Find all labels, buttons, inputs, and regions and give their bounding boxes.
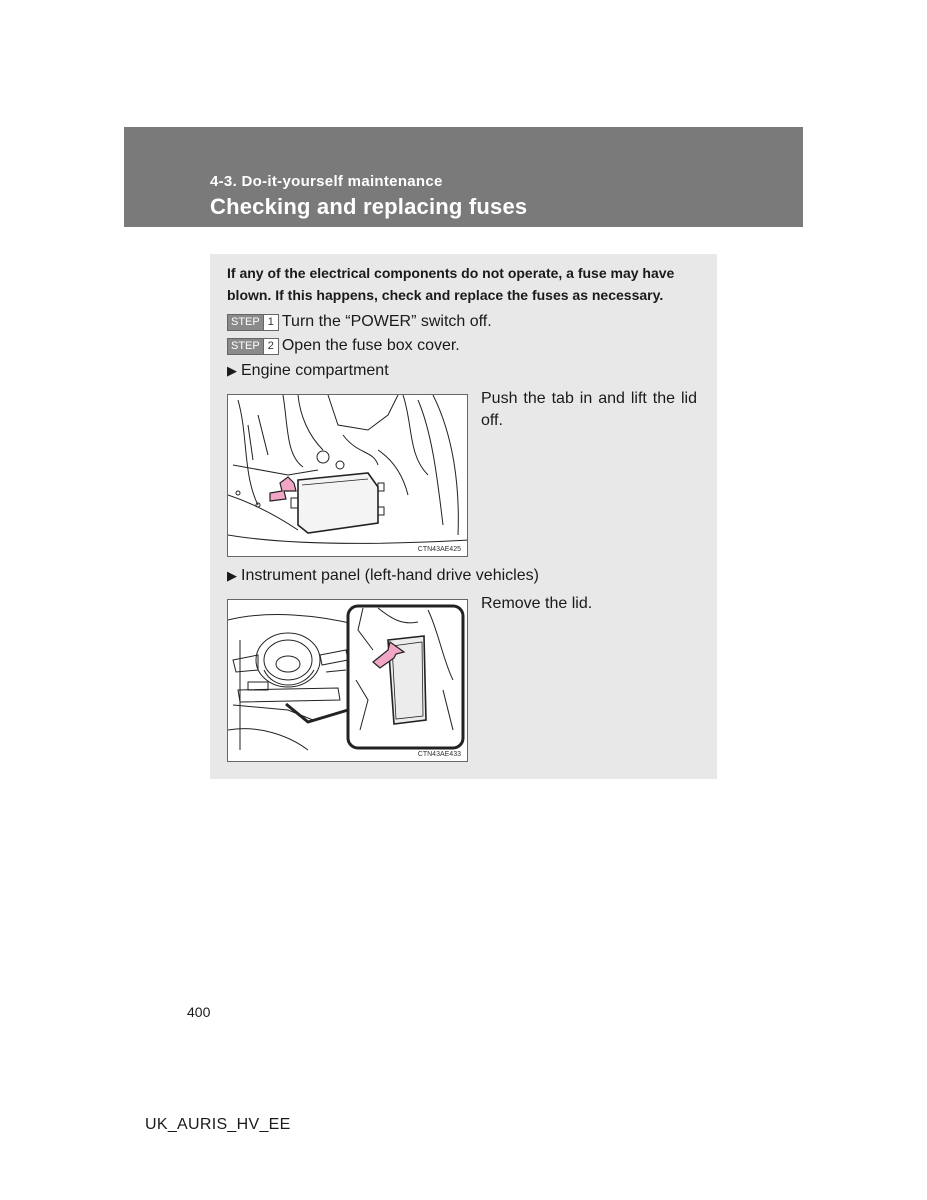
intro-text: If any of the electrical components do not operate, a fuse may have blown. If this happens, check and replace the fuses as necessary.: [227, 265, 675, 303]
engine-description: Push the tab in and lift the lid off.: [481, 390, 697, 429]
page-number: 400: [187, 1004, 211, 1020]
step-badge-number: 1: [263, 315, 278, 330]
header-band: [124, 127, 803, 227]
step-badge-number: 2: [263, 339, 278, 354]
content-box: [210, 254, 717, 779]
section-heading-instrument: [227, 567, 539, 585]
instrument-panel-figure: [227, 599, 468, 762]
section-label: 4-3. Do-it-yourself maintenance: [210, 173, 443, 190]
step-badge-label: STEP: [228, 339, 263, 354]
step-1: [227, 313, 492, 331]
push-arrow-icon: [270, 477, 296, 501]
triangle-bullet-icon: ▶: [227, 568, 237, 583]
step-2: [227, 337, 460, 355]
step-badge-label: STEP: [228, 315, 263, 330]
engine-compartment-figure: [227, 394, 468, 557]
figure-code: CTN43AE425: [417, 546, 461, 553]
triangle-bullet-icon: ▶: [227, 363, 237, 378]
section-heading-text: Instrument panel (left-hand drive vehicles): [241, 567, 539, 584]
step-badge: [227, 314, 279, 331]
engine-fuse-box-illustration: [228, 395, 468, 557]
step-text: Open the fuse box cover.: [281, 337, 460, 354]
step-badge: [227, 338, 279, 355]
instrument-description: Remove the lid.: [481, 595, 593, 612]
figure-code: CTN43AE433: [417, 751, 461, 758]
instrument-panel-illustration: [228, 600, 468, 762]
section-heading-text: Engine compartment: [241, 362, 389, 379]
step-text: Turn the “POWER” switch off.: [281, 313, 492, 330]
section-heading-engine: [227, 362, 389, 380]
page-title: Checking and replacing fuses: [210, 194, 528, 219]
document-id: UK_AURIS_HV_EE: [145, 1116, 291, 1133]
